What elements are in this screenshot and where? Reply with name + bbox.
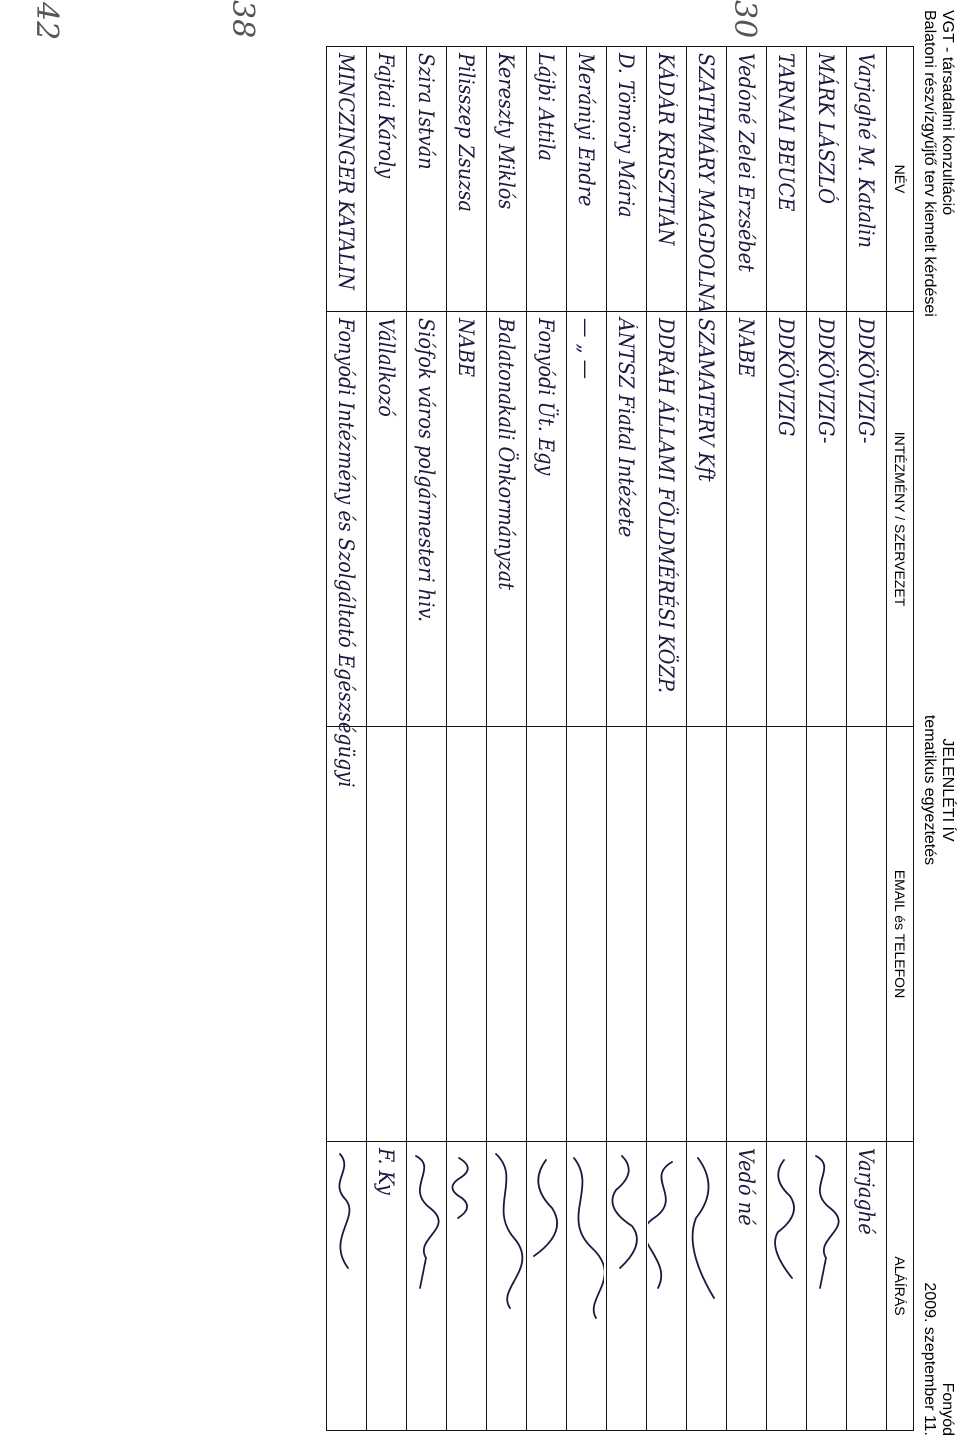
- participant-name-cell: [767, 47, 807, 312]
- participant-name-cell: [567, 47, 607, 312]
- handwritten-signature: [569, 1148, 605, 1348]
- signature-cell: [647, 1142, 687, 1431]
- table-row: [847, 47, 887, 1431]
- participant-name: MINCZINGER KATALIN: [334, 53, 359, 290]
- signature-cell: [487, 1142, 527, 1431]
- sheet-subtitle: tematikus egyeztetés: [921, 714, 938, 866]
- contact-cell: [727, 727, 767, 1142]
- organization-cell: [847, 312, 887, 727]
- contact-cell: [687, 727, 727, 1142]
- participant-name-cell: [607, 47, 647, 312]
- participant-name: Varjaghé M. Katalin: [854, 53, 879, 248]
- signature-stroke: [776, 1160, 795, 1278]
- organization-cell: [807, 312, 847, 727]
- signature-stroke: [453, 1158, 468, 1218]
- table-row: [727, 47, 767, 1431]
- participant-name: Merániyi Endre: [574, 53, 599, 207]
- participant-name-cell: [327, 47, 367, 312]
- handwritten-signature: [329, 1148, 365, 1348]
- column-header-organization: INTÉZMÉNY / SZERVEZET: [887, 312, 914, 727]
- signature-stroke: [417, 1156, 440, 1288]
- organization-name: Fonyódi Üt. Egy: [534, 318, 559, 476]
- signature-text: Vedó né: [734, 1148, 759, 1226]
- signature-cell: [327, 1142, 367, 1431]
- contact-cell: [807, 727, 847, 1142]
- contact-cell: [327, 727, 367, 1142]
- participant-name: Szira István: [414, 53, 439, 170]
- signature-cell: [527, 1142, 567, 1431]
- signature-stroke: [817, 1156, 840, 1288]
- table-row: [447, 47, 487, 1431]
- organization-cell: [727, 312, 767, 727]
- signature-stroke: [575, 1158, 605, 1318]
- contact-cell: [447, 727, 487, 1142]
- location: Fonyód: [939, 1382, 956, 1436]
- organization-name: ÁNTSZ Fiatal Intézete: [614, 318, 639, 538]
- organization-name: Vállalkozó: [374, 318, 399, 417]
- table-row: [767, 47, 807, 1431]
- participant-name: KÁDÁR KRISZTIÁN: [654, 53, 679, 246]
- table-row: [567, 47, 607, 1431]
- date: 2009. szeptember 11.: [921, 1282, 938, 1436]
- contact-cell: [847, 727, 887, 1142]
- participant-name: Kereszty Miklós: [494, 53, 519, 210]
- margin-number: 42: [29, 2, 64, 41]
- handwritten-signature: [809, 1148, 845, 1348]
- signature-stroke: [497, 1154, 523, 1308]
- signature-cell: [407, 1142, 447, 1431]
- participant-name: Pilisszep Zsuzsa: [454, 53, 479, 212]
- organization-name: NABE: [734, 318, 759, 378]
- organization-cell: [327, 312, 367, 788]
- contact-cell: [647, 727, 687, 1142]
- organization-name: Balatonakali Önkormányzat: [494, 318, 519, 591]
- table-row: [407, 47, 447, 1431]
- signature-cell: [687, 1142, 727, 1431]
- table-row: [687, 47, 727, 1431]
- consultation-subtitle: Balatoni részvízgyűjtő terv kiemelt kérdései: [921, 10, 938, 317]
- document-header-center: [920, 600, 956, 980]
- column-header-contact: EMAIL és TELEFON: [887, 727, 914, 1142]
- participant-name: Fajtai Károly: [374, 53, 399, 179]
- organization-cell: [367, 312, 407, 727]
- participant-name: D. Tömöry Mária: [614, 53, 639, 218]
- table-row: [367, 47, 407, 1431]
- handwritten-signature: [649, 1148, 685, 1348]
- participant-name-cell: [447, 47, 487, 312]
- participant-name: SZATHMÁRY MAGDOLNA: [694, 53, 719, 314]
- organization-cell: [407, 312, 447, 727]
- signature-cell: [727, 1142, 767, 1431]
- participant-name-cell: [487, 47, 527, 312]
- document-header-left: [920, 10, 956, 317]
- organization-cell: [687, 312, 727, 727]
- table-row: [487, 47, 527, 1431]
- signature-text: F. Ky: [374, 1148, 399, 1195]
- signature-cell: [447, 1142, 487, 1431]
- handwritten-signature: [769, 1148, 805, 1348]
- organization-cell: [487, 312, 527, 727]
- participant-name-cell: [407, 47, 447, 312]
- signature-stroke: [693, 1158, 714, 1298]
- participant-name: TARNAI BEUCE: [774, 53, 799, 212]
- handwritten-signature: [609, 1148, 645, 1348]
- organization-name: DDRÁH ÁLLAMI FÖLDMÉRÉSI KÖZP.: [654, 318, 679, 694]
- consultation-title: VGT - társadalmi konzultáció: [939, 10, 956, 216]
- participant-name: MÁRK LÁSZLÓ: [814, 53, 839, 204]
- table-row: [807, 47, 847, 1431]
- organization-cell: [447, 312, 487, 727]
- signature-cell: [607, 1142, 647, 1431]
- organization-cell: [767, 312, 807, 727]
- table-row: [527, 47, 567, 1431]
- participant-name-cell: [727, 47, 767, 312]
- participant-name-cell: [847, 47, 887, 312]
- organization-cell: [567, 312, 607, 727]
- signature-cell: [847, 1142, 887, 1431]
- margin-number: 30: [727, 0, 762, 39]
- participant-name-cell: [367, 47, 407, 312]
- participant-name-cell: [807, 47, 847, 312]
- participant-name: Lájbi Attila: [534, 53, 559, 162]
- signature-stroke: [613, 1156, 638, 1268]
- organization-name: DDKÖVIZIG: [774, 318, 799, 437]
- signature-cell: [807, 1142, 847, 1431]
- organization-cell: [607, 312, 647, 727]
- table-row: [327, 47, 367, 1431]
- signature-stroke: [649, 1162, 673, 1288]
- document-header-right: [920, 1282, 956, 1436]
- table-header-row: [887, 47, 914, 1431]
- organization-name: DDKÖVIZIG-: [854, 318, 879, 444]
- signature-cell: [767, 1142, 807, 1431]
- column-header-name: NÉV: [887, 47, 914, 312]
- contact-cell: [367, 727, 407, 1142]
- signature-stroke: [535, 1160, 558, 1256]
- contact-cell: [487, 727, 527, 1142]
- signature-stroke: [340, 1154, 350, 1268]
- contact-cell: [407, 727, 447, 1142]
- participant-name-cell: [687, 47, 727, 312]
- signature-cell: [367, 1142, 407, 1431]
- column-header-signature: ALÁÍRÁS: [887, 1142, 914, 1431]
- participant-name: Vedóné Zelei Erzsébet: [734, 53, 759, 272]
- contact-cell: [767, 727, 807, 1142]
- handwritten-signature: [529, 1148, 565, 1348]
- signature-text: Varjaghé: [854, 1148, 879, 1235]
- organization-name: NABE: [454, 318, 479, 378]
- organization-name: Fonyódi Intézmény és Szolgáltató Egészségügyi: [334, 318, 359, 788]
- table-row: [647, 47, 687, 1431]
- handwritten-signature: [409, 1148, 445, 1348]
- handwritten-signature: [449, 1148, 485, 1348]
- organization-name: Siófok város polgármesteri hiv.: [414, 318, 439, 623]
- attendance-table: [326, 46, 914, 1431]
- handwritten-signature: [489, 1148, 525, 1348]
- organization-cell: [647, 312, 687, 727]
- organization-name: SZAMATERV Kft: [694, 318, 719, 482]
- handwritten-signature: [689, 1148, 725, 1348]
- organization-name: DDKÖVIZIG-: [814, 318, 839, 444]
- participant-name-cell: [527, 47, 567, 312]
- signature-cell: [567, 1142, 607, 1431]
- contact-cell: [567, 727, 607, 1142]
- contact-cell: [527, 727, 567, 1142]
- organization-name: — „ —: [574, 318, 599, 379]
- participant-name-cell: [647, 47, 687, 312]
- sheet-title: JELENLÉTI ÍV: [939, 738, 956, 842]
- organization-cell: [527, 312, 567, 727]
- margin-number: 38: [225, 0, 260, 39]
- contact-cell: [607, 727, 647, 1142]
- table-row: [607, 47, 647, 1431]
